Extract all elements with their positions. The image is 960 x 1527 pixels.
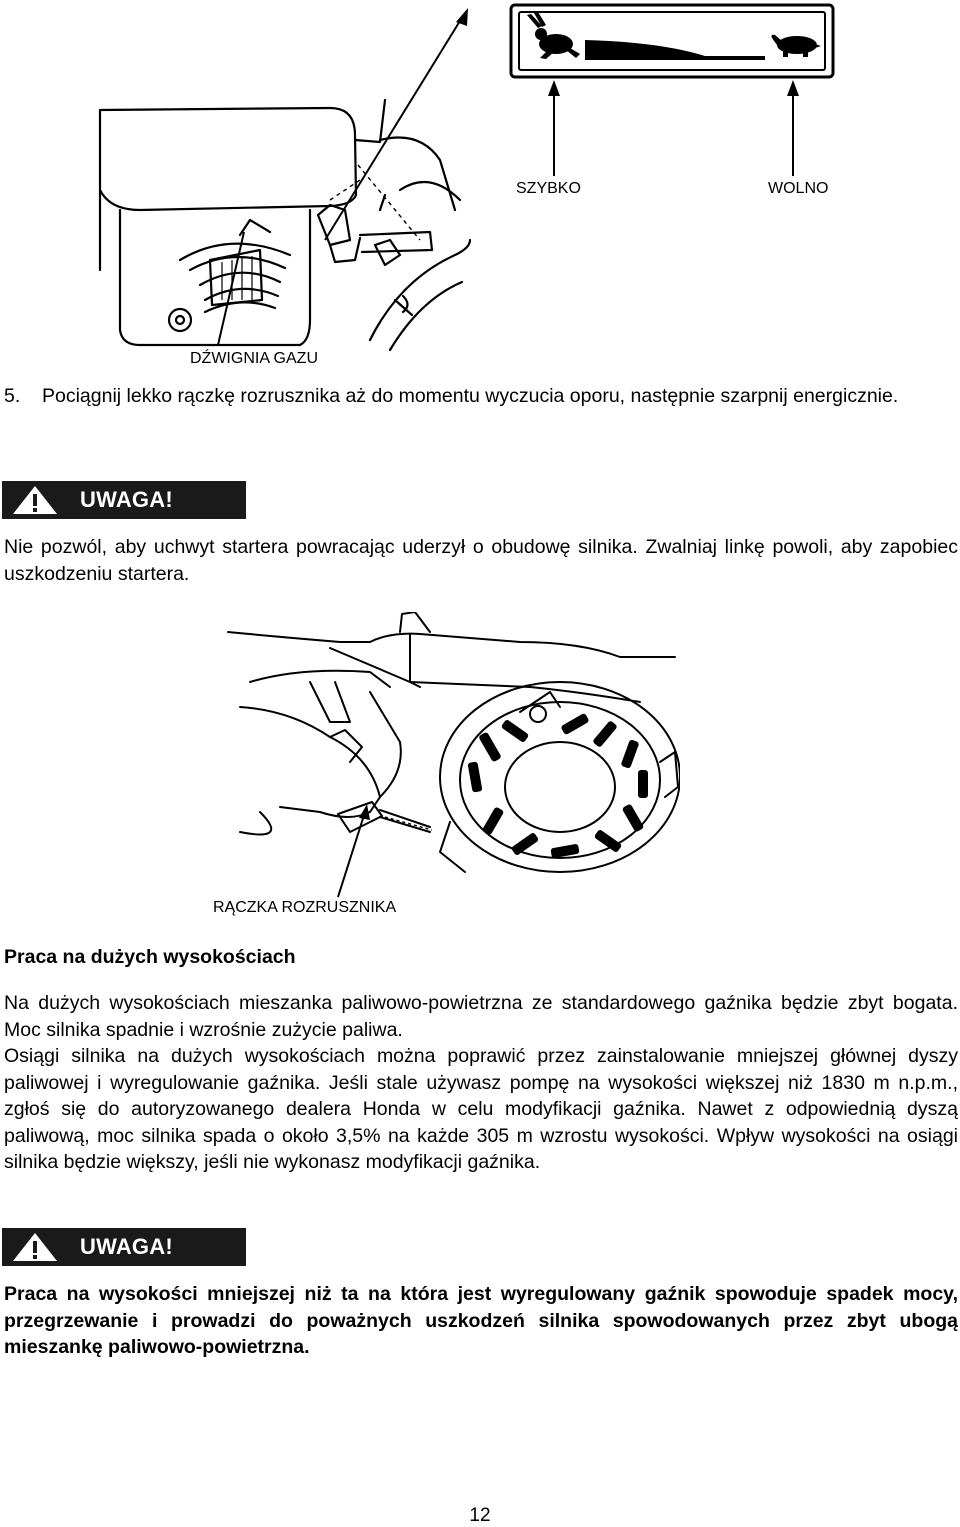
recoil-starter-illustration bbox=[220, 612, 680, 902]
label-starter-handle: RĄCZKA ROZRUSZNIKA bbox=[213, 899, 397, 916]
step-5-text: Pociągnij lekko rączkę rozrusznika aż do momentu wyczucia oporu, następnie szarpnij energicznie. bbox=[42, 385, 899, 407]
section-paragraph-2: Osiągi silnika na dużych wysokościach można poprawić przez zainstalowanie mniejszej głównej dyszy paliwowej i wyregulowanie gaźnika. Jeśli stale używasz pompę na wysokości większej niż 1830 m n.p.m., zgłoś się do autoryzowanego dealera Honda w celu modyfikacji gaźnika. Nawet z odpowiednią dyszą paliwową, moc silnika spada o około 3,5% na każde 305 m wzrostu wysokości. Wpływ wysokości na osiągi silnika będzie większy, jeśli nie wykonasz modyfikacji gaźnika. bbox=[4, 1045, 958, 1173]
section-heading: Praca na dużych wysokościach bbox=[4, 946, 296, 968]
label-throttle-lever: DŹWIGNIA GAZU bbox=[190, 350, 318, 367]
warning-label-2: UWAGA! bbox=[80, 1234, 173, 1259]
warning-icon bbox=[12, 485, 58, 515]
warning-label-1: UWAGA! bbox=[80, 487, 173, 512]
warning-icon bbox=[12, 1232, 58, 1262]
step-5-number: 5. bbox=[4, 385, 21, 407]
warning-banner-1 bbox=[2, 481, 246, 519]
warning-2-text: Praca na wysokości mniejszej niż ta na która jest wyregulowany gaźnik spowoduje spadek mocy, przegrzewanie i prowadzi do poważnych uszkodzeń silnika spowodowanych przez zbyt ubogą mieszankę paliwowo-powietrzna. bbox=[4, 1283, 958, 1358]
label-fast: SZYBKO bbox=[516, 180, 581, 197]
label-slow: WOLNO bbox=[768, 180, 829, 197]
section-paragraph-1: Na dużych wysokościach mieszanka paliwowo-powietrzna ze standardowego gaźnika będzie zbyt bogata. Moc silnika spadnie i wzrośnie zużycie paliwa. bbox=[4, 992, 958, 1041]
warning-banner-2 bbox=[2, 1228, 246, 1266]
warning-1-text: Nie pozwól, aby uchwyt startera powracając uderzył o obudowę silnika. Zwalniaj linkę powoli, aby zapobiec uszkodzeniu startera. bbox=[4, 536, 958, 585]
page-number: 12 bbox=[469, 1505, 491, 1526]
